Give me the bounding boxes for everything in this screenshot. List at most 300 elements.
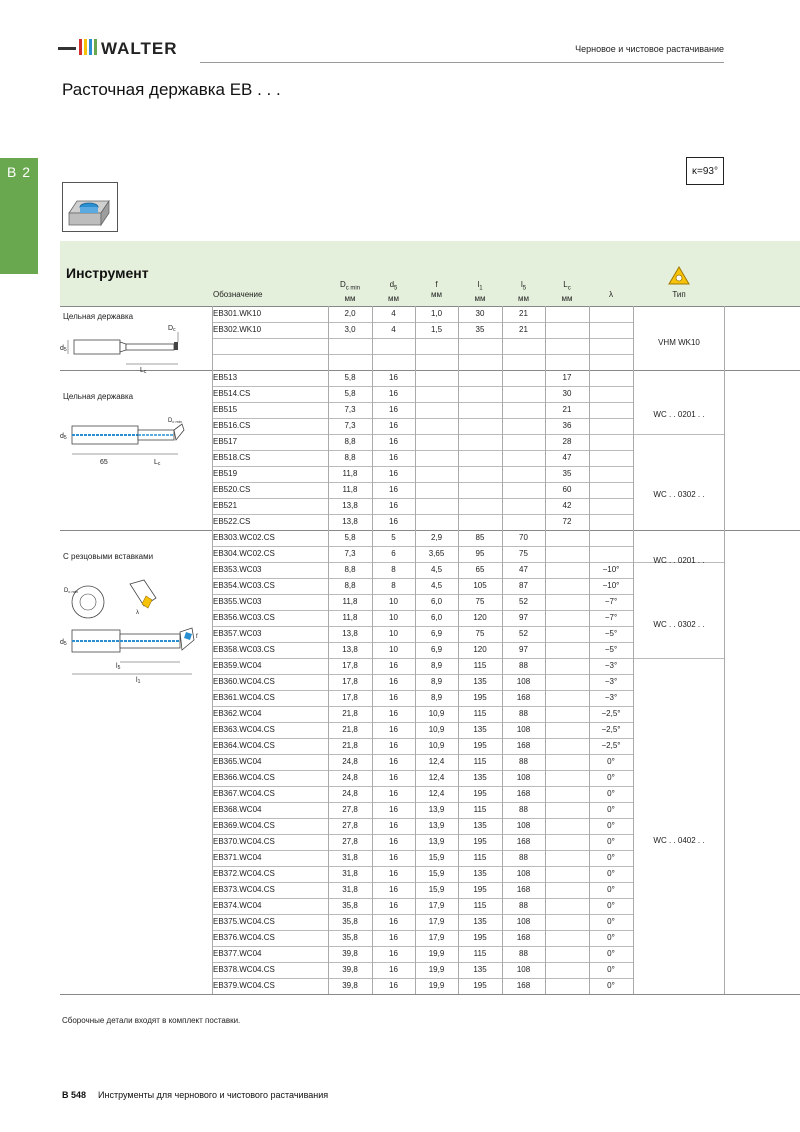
col-lc: $L_c$ мм <box>561 280 573 303</box>
table-cell: 16 <box>389 885 398 894</box>
table-cell: 195 <box>473 933 487 942</box>
svg-text:Dc: Dc <box>168 325 176 333</box>
table-cell <box>589 450 633 466</box>
table-cell <box>545 354 589 370</box>
tool-designation: EB301.WK10 <box>213 309 262 318</box>
table-cell: 16 <box>389 453 398 462</box>
table-cell: 120 <box>473 613 487 622</box>
table-cell <box>372 338 415 354</box>
tool-designation: EB366.WC04.CS <box>213 773 275 782</box>
tool-designation: EB364.WC04.CS <box>213 741 275 750</box>
svg-text:l5: l5 <box>116 663 121 671</box>
table-cell: 88 <box>519 709 528 718</box>
table-cell <box>328 338 372 354</box>
table-cell: 135 <box>473 677 487 686</box>
table-cell: 11,8 <box>342 613 358 622</box>
table-cell: 97 <box>519 645 528 654</box>
table-cell: 28 <box>562 437 572 446</box>
footer-title: Инструменты для чернового и чистового растачивания <box>98 1090 329 1100</box>
type-label-wc0302-a: WC . . 0302 . . <box>653 490 705 499</box>
table-cell: 135 <box>473 917 487 926</box>
table-cell <box>545 834 589 850</box>
table-cell: 21 <box>519 325 528 334</box>
col-l5: $l_5$ мм <box>518 280 529 303</box>
table-cell: 88 <box>519 757 528 766</box>
table-cell: 168 <box>516 885 531 894</box>
table-cell: 17,9 <box>428 933 445 942</box>
table-cell: 87 <box>519 581 528 590</box>
table-cell <box>415 482 458 498</box>
table-cell: 115 <box>473 805 487 814</box>
table-cell: 16 <box>389 917 398 926</box>
table-cell: 4,5 <box>430 581 443 590</box>
table-cell <box>589 338 633 354</box>
table-cell: 16 <box>389 693 398 702</box>
table-cell: 1,5 <box>430 325 443 334</box>
table-cell: 24,8 <box>342 773 358 782</box>
table-cell: 27,8 <box>342 837 358 846</box>
table-cell: 21 <box>519 309 528 318</box>
table-cell: 8,8 <box>344 565 356 574</box>
col-d5: $d_5$ мм <box>388 280 399 303</box>
table-cell <box>502 386 545 402</box>
table-cell: 16 <box>389 789 398 798</box>
table-cell: 16 <box>389 405 398 414</box>
table-cell: 16 <box>389 725 398 734</box>
table-cell: 35,8 <box>342 901 358 910</box>
table-cell: 17 <box>562 373 572 382</box>
tool-designation: EB514.CS <box>213 389 251 398</box>
table-cell <box>415 434 458 450</box>
table-cell: 35 <box>562 469 572 478</box>
group-label-solid-2: Цельная державка <box>63 392 134 401</box>
table-cell: 2,9 <box>430 533 443 542</box>
table-cell: 21 <box>562 405 572 414</box>
col-type: Тип <box>672 290 686 299</box>
table-cell <box>589 514 633 530</box>
table-cell: 16 <box>389 965 398 974</box>
table-cell: 3,65 <box>428 549 445 558</box>
table-cell: −5° <box>604 645 618 654</box>
tool-designation: EB515 <box>213 405 238 414</box>
table-cell <box>458 386 502 402</box>
table-cell <box>545 706 589 722</box>
table-cell: 115 <box>473 901 487 910</box>
table-cell: 70 <box>519 533 528 542</box>
table-cell: 108 <box>516 869 531 878</box>
table-cell: −3° <box>604 661 618 670</box>
table-cell: 39,8 <box>342 949 358 958</box>
tool-designation: EB353.WC03 <box>213 565 262 574</box>
table-cell: 10 <box>389 613 398 622</box>
table-cell: 108 <box>516 677 531 686</box>
chapter-label: B 2 <box>6 164 31 180</box>
col-dc-min: $D_{c min}$ мм <box>339 280 361 303</box>
table-cell: 95 <box>475 549 485 558</box>
tool-designation: EB371.WC04 <box>213 853 262 862</box>
table-cell: 115 <box>473 757 487 766</box>
table-cell: 108 <box>516 965 531 974</box>
table-cell: 7,3 <box>344 549 356 558</box>
table-cell: 0° <box>607 901 615 910</box>
table-cell <box>589 466 633 482</box>
table-cell: 72 <box>562 517 572 526</box>
svg-text:d5: d5 <box>60 639 67 647</box>
table-cell: 17,9 <box>428 901 445 910</box>
tool-designation: EB354.WC03.CS <box>213 581 275 590</box>
table-cell: 52 <box>519 597 528 606</box>
table-cell: 15,9 <box>428 853 445 862</box>
table-cell <box>545 882 589 898</box>
table-cell: 16 <box>389 853 398 862</box>
svg-text:λ: λ <box>136 610 139 616</box>
table-cell: −10° <box>602 581 620 590</box>
table-cell <box>545 578 589 594</box>
table-cell: 8,9 <box>430 661 443 670</box>
type-label-wc0201-a: WC . . 0201 . . <box>653 410 705 419</box>
table-cell: 10,9 <box>428 725 445 734</box>
table-cell: 13,9 <box>428 837 445 846</box>
table-cell <box>545 898 589 914</box>
table-cell: 17,8 <box>342 661 358 670</box>
insert-holder-drawing <box>60 574 200 684</box>
table-cell <box>458 418 502 434</box>
table-cell: 195 <box>473 789 487 798</box>
table-cell: 16 <box>389 421 398 430</box>
table-cell <box>545 306 589 322</box>
table-cell: 12,4 <box>428 757 445 766</box>
table-cell <box>458 354 502 370</box>
table-cell <box>415 370 458 386</box>
table-cell: 11,8 <box>342 469 358 478</box>
table-cell: 168 <box>516 741 531 750</box>
table-cell: 8 <box>391 565 396 574</box>
brand-name: WALTER <box>101 39 178 58</box>
table-cell: 168 <box>516 981 531 990</box>
col-lambda: λ <box>609 290 613 299</box>
tool-designation: EB373.WC04.CS <box>213 885 275 894</box>
tool-designation: EB519 <box>213 469 238 478</box>
table-cell: 12,4 <box>428 789 445 798</box>
svg-text:d5: d5 <box>60 345 67 353</box>
table-cell: 88 <box>519 853 528 862</box>
table-cell: 6,9 <box>430 629 443 638</box>
tool-designation: EB363.WC04.CS <box>213 725 275 734</box>
table-cell <box>415 338 458 354</box>
tool-designation: EB372.WC04.CS <box>213 869 275 878</box>
table-cell: 5 <box>391 533 396 542</box>
table-cell: 0° <box>607 837 615 846</box>
tool-designation: EB370.WC04.CS <box>213 837 275 846</box>
table-cell <box>589 306 633 322</box>
table-cell: 16 <box>389 869 398 878</box>
table-cell: 0° <box>607 821 615 830</box>
boring-operation-icon <box>62 182 118 232</box>
table-cell: 8,9 <box>430 677 443 686</box>
table-cell <box>415 466 458 482</box>
table-cell: 108 <box>516 725 531 734</box>
footnote: Сборочные детали входят в комплект поставки. <box>62 1016 241 1025</box>
tool-designation: EB518.CS <box>213 453 251 462</box>
table-cell: −3° <box>604 677 618 686</box>
group-label-solid-1: Цельная державка <box>63 312 134 321</box>
table-cell: 21,8 <box>342 709 358 718</box>
table-cell <box>458 498 502 514</box>
type-label-vhm: VHM WK10 <box>658 338 700 347</box>
table-cell: 65 <box>475 565 485 574</box>
tool-designation: EB304.WC02.CS <box>213 549 275 558</box>
table-cell <box>545 978 589 994</box>
table-cell <box>545 642 589 658</box>
table-cell: 10,9 <box>428 709 445 718</box>
svg-text:f: f <box>196 634 198 640</box>
table-cell: 168 <box>516 933 531 942</box>
table-cell: −5° <box>604 629 618 638</box>
tool-designation: EB358.WC03.CS <box>213 645 275 654</box>
table-cell: 0° <box>607 805 615 814</box>
group-label-inserts: С резцовыми вставками <box>63 552 154 561</box>
table-cell <box>589 546 633 562</box>
table-cell <box>589 386 633 402</box>
table-cell: −7° <box>604 597 618 606</box>
tool-designation: EB357.WC03 <box>213 629 262 638</box>
table-cell: 7,3 <box>344 421 356 430</box>
table-cell: 135 <box>473 821 487 830</box>
table-cell: 16 <box>389 901 398 910</box>
table-cell: 31,8 <box>342 885 358 894</box>
table-cell <box>545 770 589 786</box>
table-cell: 168 <box>516 693 531 702</box>
svg-text:Lc: Lc <box>140 367 147 375</box>
table-cell: 30 <box>475 309 485 318</box>
table-cell: 108 <box>516 917 531 926</box>
page-footer <box>62 1090 328 1100</box>
tool-designation: EB521 <box>213 501 238 510</box>
table-cell: 17,9 <box>428 917 445 926</box>
table-cell: −7° <box>604 613 618 622</box>
svg-text:d5: d5 <box>60 433 67 441</box>
table-cell: 10 <box>389 597 398 606</box>
table-cell <box>589 482 633 498</box>
table-cell: 16 <box>389 709 398 718</box>
tool-designation: EB375.WC04.CS <box>213 917 275 926</box>
table-cell: 35,8 <box>342 933 358 942</box>
table-cell <box>502 402 545 418</box>
table-cell <box>545 690 589 706</box>
table-cell: 1,0 <box>430 309 443 318</box>
tool-designation: EB376.WC04.CS <box>213 933 275 942</box>
table-cell: 39,8 <box>342 965 358 974</box>
table-cell: 5,8 <box>344 533 356 542</box>
section-title: Черновое и чистовое растачивание <box>575 44 724 54</box>
table-cell <box>458 450 502 466</box>
table-cell: 24,8 <box>342 789 358 798</box>
walter-logo <box>58 36 198 58</box>
table-cell <box>458 482 502 498</box>
table-cell <box>545 850 589 866</box>
table-cell: 13,8 <box>342 517 358 526</box>
table-cell: 195 <box>473 693 487 702</box>
tool-designation: EB362.WC04 <box>213 709 262 718</box>
table-cell: 135 <box>473 773 487 782</box>
table-cell: 36 <box>562 421 572 430</box>
table-cell <box>545 322 589 338</box>
table-cell: 15,9 <box>428 885 445 894</box>
table-cell <box>545 738 589 754</box>
chapter-tab <box>0 158 38 274</box>
table-cell: 6 <box>391 549 396 558</box>
tool-designation: EB360.WC04.CS <box>213 677 275 686</box>
table-cell: 27,8 <box>342 821 358 830</box>
table-cell <box>502 466 545 482</box>
table-cell: 115 <box>473 709 487 718</box>
table-cell: 120 <box>473 645 487 654</box>
table-cell: 19,9 <box>428 981 445 990</box>
tool-designation <box>213 338 328 354</box>
table-cell: −3° <box>604 693 618 702</box>
table-cell <box>545 594 589 610</box>
table-cell: 24,8 <box>342 757 358 766</box>
tool-designation: EB355.WC03 <box>213 597 262 606</box>
table-cell: 135 <box>473 869 487 878</box>
table-cell: 16 <box>389 469 398 478</box>
table-cell: −10° <box>602 565 620 574</box>
table-cell: 115 <box>473 853 487 862</box>
table-cell: 39,8 <box>342 981 358 990</box>
table-cell: 16 <box>389 837 398 846</box>
table-cell <box>589 498 633 514</box>
table-cell: 6,9 <box>430 645 443 654</box>
table-cell: 75 <box>519 549 528 558</box>
tool-designation: EB365.WC04 <box>213 757 262 766</box>
table-cell: 85 <box>475 533 485 542</box>
table-cell <box>502 482 545 498</box>
table-cell: 19,9 <box>428 949 445 958</box>
table-cell: 13,9 <box>428 805 445 814</box>
table-cell: 195 <box>473 885 487 894</box>
table-cell <box>458 370 502 386</box>
table-cell: −2,5° <box>601 725 621 734</box>
table-cell <box>545 946 589 962</box>
row-divider <box>60 994 800 995</box>
table-cell <box>545 930 589 946</box>
table-cell <box>415 450 458 466</box>
table-cell: 0° <box>607 885 615 894</box>
table-cell <box>589 418 633 434</box>
table-cell: 16 <box>389 933 398 942</box>
table-cell: 2,0 <box>344 309 356 318</box>
table-cell: 16 <box>389 485 398 494</box>
tool-designation: EB513 <box>213 373 238 382</box>
table-cell <box>545 818 589 834</box>
table-cell <box>502 418 545 434</box>
tool-designation: EB516.CS <box>213 421 251 430</box>
table-cell: −2,5° <box>601 709 621 718</box>
table-cell: 16 <box>389 805 398 814</box>
table-cell <box>415 514 458 530</box>
table-cell <box>502 370 545 386</box>
svg-text:Dc min: Dc min <box>64 588 78 594</box>
tool-designation: EB356.WC03.CS <box>213 613 275 622</box>
table-cell <box>502 450 545 466</box>
table-cell: 0° <box>607 949 615 958</box>
table-cell: 17,8 <box>342 693 358 702</box>
tool-designation <box>213 354 328 370</box>
table-cell <box>415 402 458 418</box>
table-cell: 13,8 <box>342 629 358 638</box>
table-cell <box>545 962 589 978</box>
table-cell <box>415 386 458 402</box>
table-cell <box>545 546 589 562</box>
tool-designation: EB369.WC04.CS <box>213 821 275 830</box>
table-cell: 8,8 <box>344 453 356 462</box>
table-cell: 105 <box>473 581 487 590</box>
col-f: f мм <box>431 280 442 299</box>
table-cell <box>589 434 633 450</box>
table-cell: 0° <box>607 789 615 798</box>
table-cell: 42 <box>562 501 572 510</box>
table-cell <box>458 402 502 418</box>
table-cell: 97 <box>519 613 528 622</box>
table-cell <box>502 434 545 450</box>
table-cell: 16 <box>389 981 398 990</box>
table-cell: 88 <box>519 901 528 910</box>
table-cell: 115 <box>473 661 487 670</box>
svg-text:65: 65 <box>100 459 108 466</box>
table-cell: 16 <box>389 389 398 398</box>
col-l1: $l_1$ мм <box>474 280 486 303</box>
table-cell <box>545 626 589 642</box>
table-cell: 108 <box>516 821 531 830</box>
table-cell: 0° <box>607 981 615 990</box>
table-cell: 195 <box>473 741 487 750</box>
table-cell <box>372 354 415 370</box>
table-cell <box>545 674 589 690</box>
table-cell: 75 <box>475 629 485 638</box>
table-cell <box>502 498 545 514</box>
table-cell <box>545 866 589 882</box>
table-cell: 52 <box>519 629 528 638</box>
tool-designation: EB377.WC04 <box>213 949 262 958</box>
header-rule <box>200 62 724 63</box>
table-cell: 16 <box>389 373 398 382</box>
table-cell: 8,9 <box>430 693 443 702</box>
table-cell: 21,8 <box>342 725 358 734</box>
table-cell: 35,8 <box>342 917 358 926</box>
table-cell <box>589 370 633 386</box>
table-cell: 15,9 <box>428 869 445 878</box>
table-cell: 13,8 <box>342 645 358 654</box>
table-cell <box>545 786 589 802</box>
table-cell: 7,3 <box>344 405 356 414</box>
table-cell: 8 <box>391 581 396 590</box>
table-cell: 0° <box>607 933 615 942</box>
table-cell: 3,0 <box>344 325 356 334</box>
table-cell <box>545 722 589 738</box>
table-cell: 8,8 <box>344 437 356 446</box>
table-cell: 0° <box>607 853 615 862</box>
table-cell: 16 <box>389 821 398 830</box>
tool-designation: EB379.WC04.CS <box>213 981 275 990</box>
table-cell: 47 <box>562 453 572 462</box>
table-cell <box>502 514 545 530</box>
table-cell: 6,0 <box>430 597 443 606</box>
tool-designation: EB522.CS <box>213 517 251 526</box>
table-cell <box>458 434 502 450</box>
col-designation: Обозначение <box>213 290 263 299</box>
tool-designation: EB520.CS <box>213 485 251 494</box>
table-cell <box>545 562 589 578</box>
